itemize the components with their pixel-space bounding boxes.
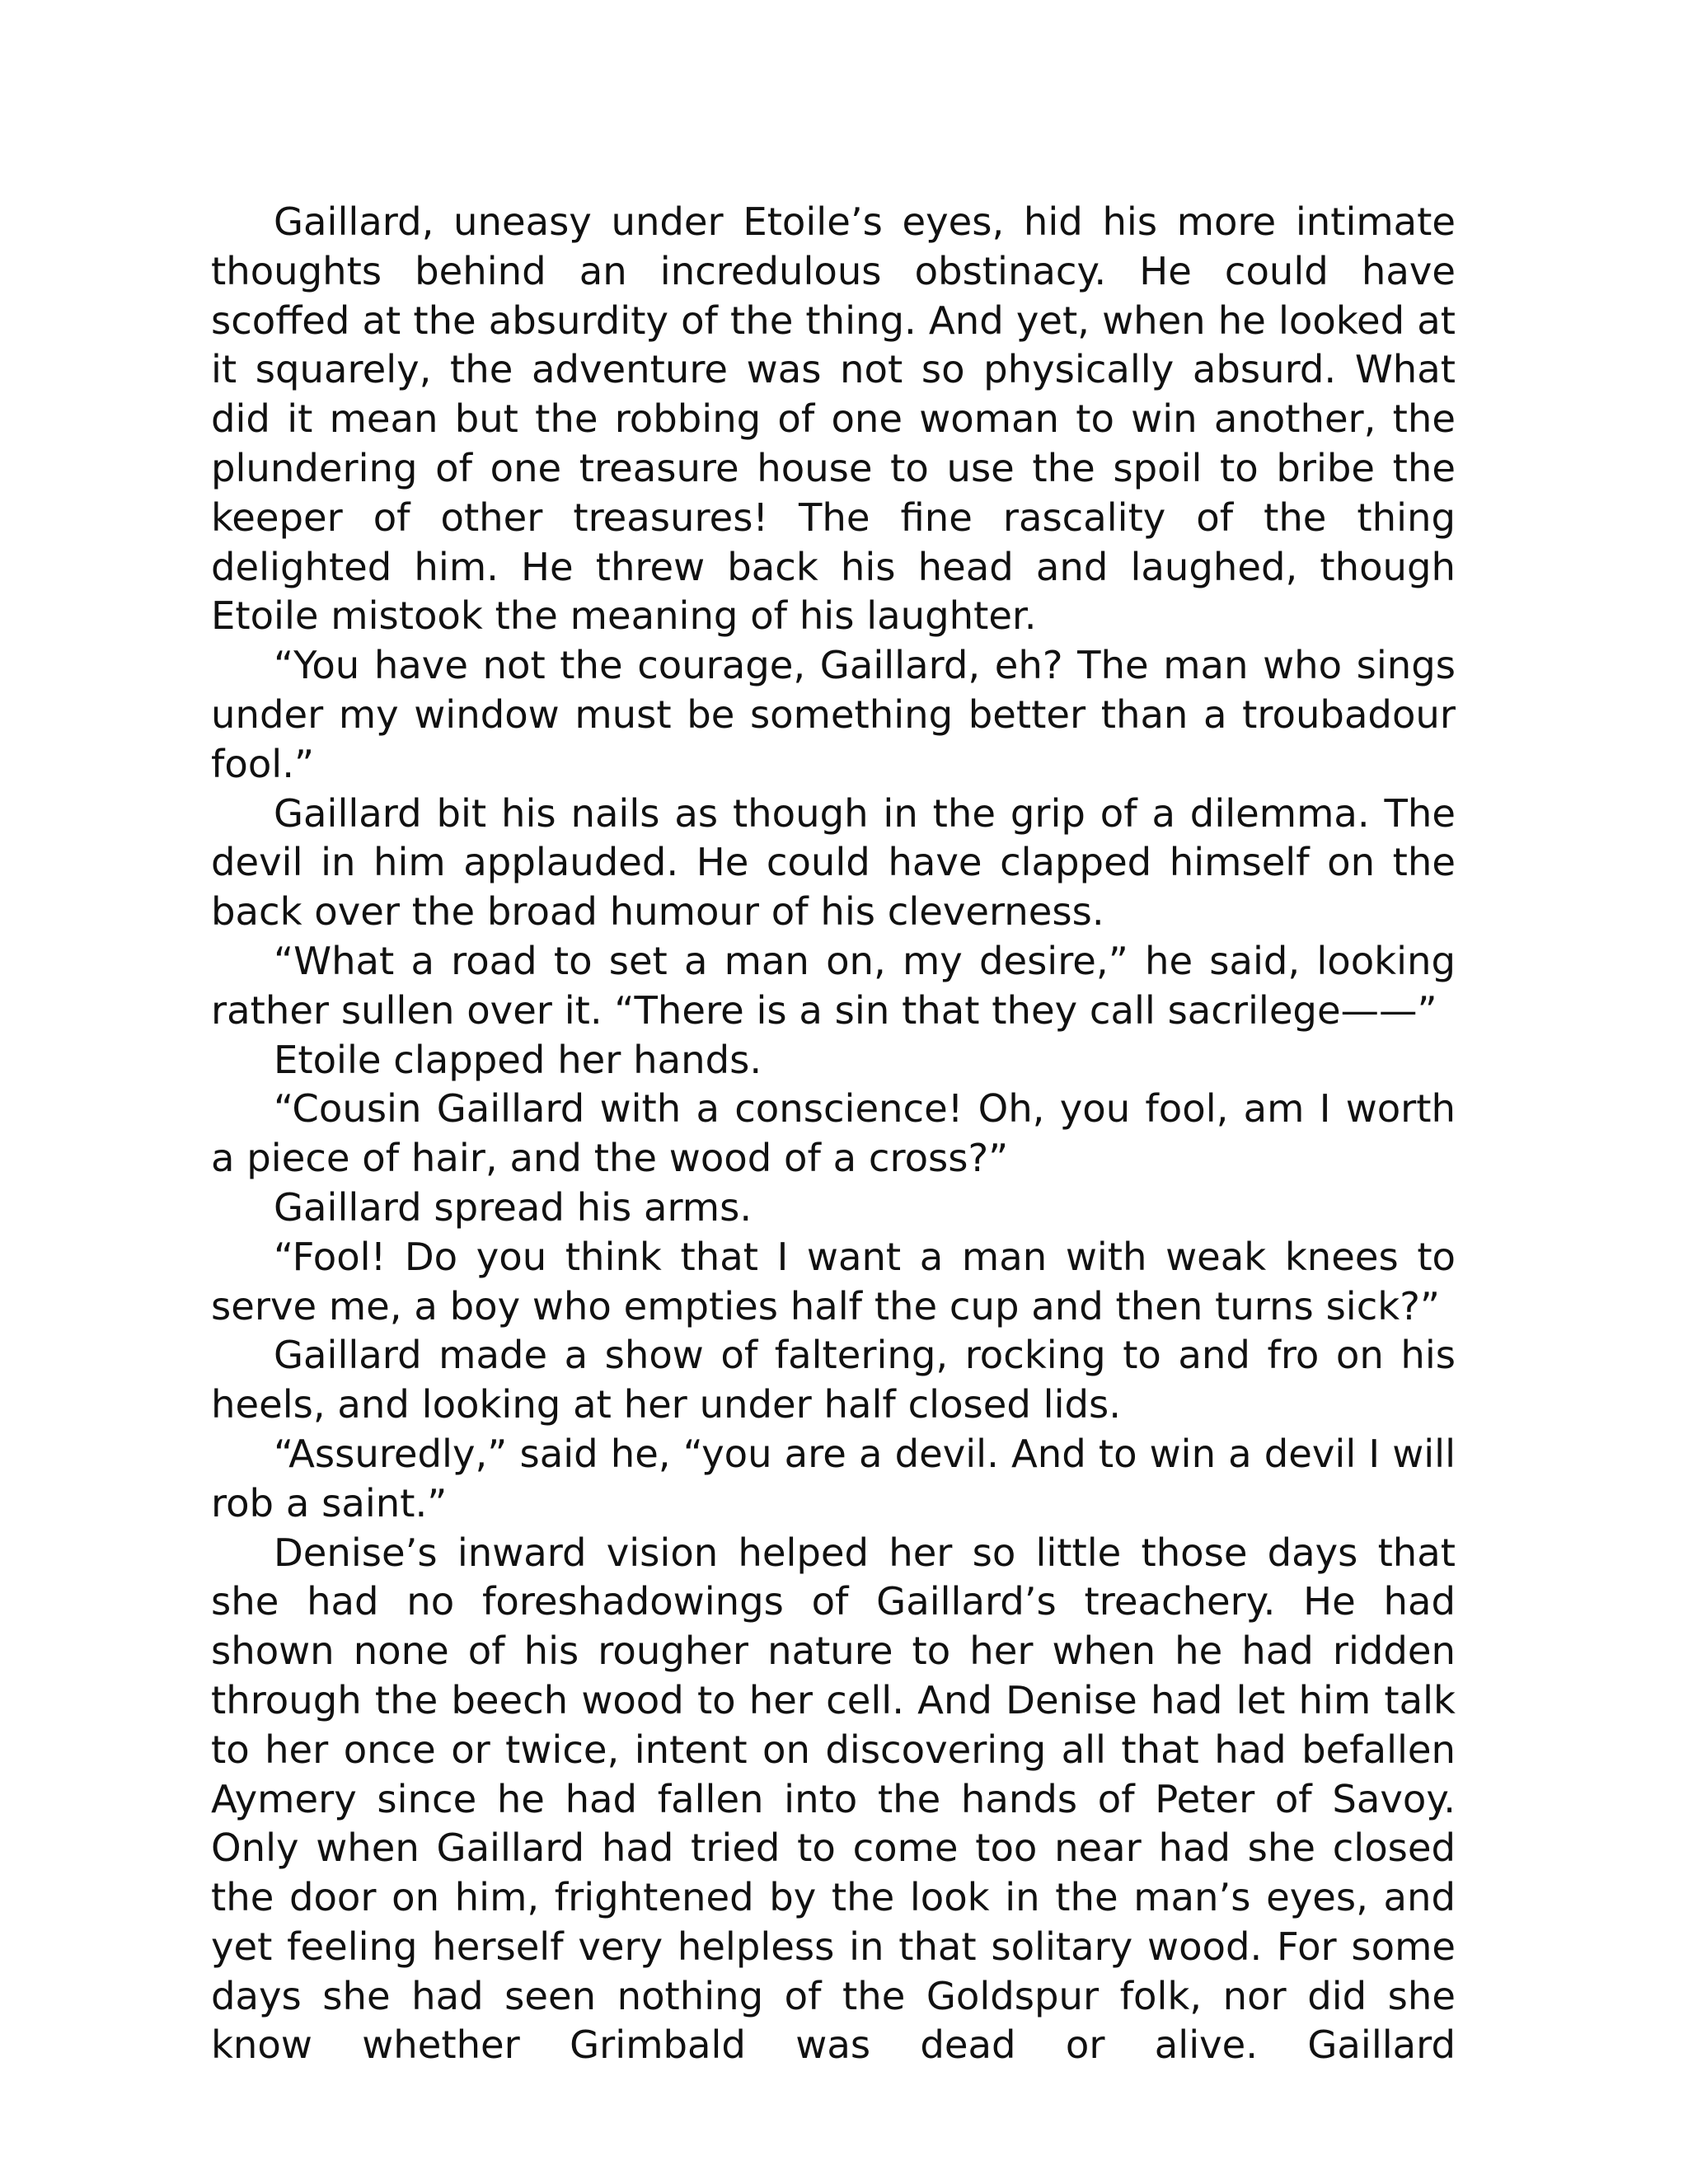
paragraph-4: “What a road to set a man on, my desire,” he said, looking rather sullen over it. “There is a sin that they call sacrilege——” [211,938,1456,1033]
paragraph-9: Gaillard made a show of faltering, rocking to and fro on his heels, and looking at her under half closed lids. [211,1333,1456,1427]
paragraph-1: Gaillard, uneasy under Etoile’s eyes, hid his more intimate thoughts behind an incredulous obstinacy. He could have scoffed at the absurdity of the thing. And yet, when he looked at it squarely, the adventure was not so physically absurd. What did it mean but the robbing of one woman to win another, the plundering of one treasure house to use the spoil to bribe the keeper of other treasures! The fine rascality of the thing delighted him. He threw back his head and laughed, though Etoile mistook the meaning of his laughter. [211,199,1456,639]
paragraph-6: “Cousin Gaillard with a conscience! Oh, you fool, am I worth a piece of hair, and the wood of a cross?” [211,1086,1456,1181]
paragraph-2: “You have not the courage, Gaillard, eh? The man who sings under my window must be something better than a troubadour fool.” [211,643,1456,786]
page-text [211,198,1456,2070]
paragraph-8: “Fool! Do you think that I want a man with weak knees to serve me, a boy who empties half the cup and then turns sick?” [211,1234,1456,1329]
paragraph-10: “Assuredly,” said he, “you are a devil. And to win a devil I will rob a saint.” [211,1431,1456,1526]
paragraph-11: Denise’s inward vision helped her so little those days that she had no foreshadowings of Gaillard’s treachery. He had shown none of his rougher nature to her when he had ridden through the beech wood to her cell. And Denise had let him talk to her once or twice, intent on discovering all that had befallen Aymery since he had fallen into the hands of Peter of Savoy. Only when Gaillard had tried to come too near had she closed the door on him, frightened by the look in the man’s eyes, and yet feeling herself very helpless in that solitary wood. For some days she had seen nothing of the Goldspur folk, nor did she know whether Grimbald was dead or alive. Gaillard [211,1530,1456,2068]
paragraph-7: Gaillard spread his arms. [274,1184,753,1230]
paragraph-5: Etoile clapped her hands. [274,1037,762,1082]
paragraph-3: Gaillard bit his nails as though in the grip of a dilemma. The devil in him applauded. He could have clapped himself on the back over the broad humour of his cleverness. [211,790,1456,935]
